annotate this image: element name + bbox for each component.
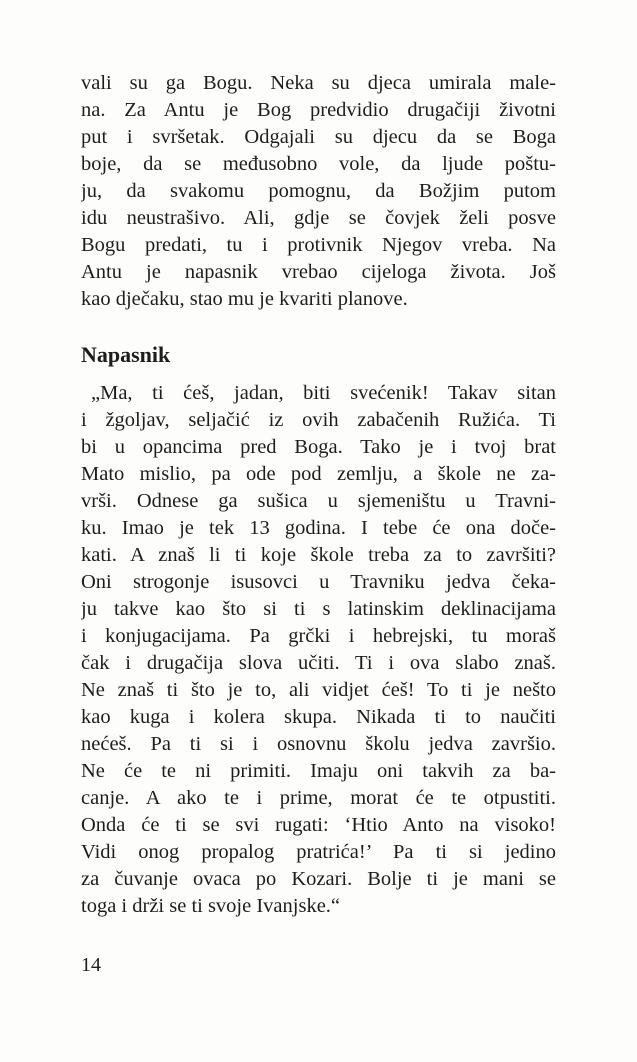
text-line: idu neustrašivo. Ali, gdje se čovjek želi posve [81,207,556,229]
text-line: toga i drži se ti svoje Ivanjske.“ [81,895,341,917]
text-line: bi u opancima pred Boga. Tako je i tvoj brat [81,436,556,458]
text-line: Vidi onog propalog pratrića!’ Pa ti si jedino [81,841,556,863]
text-line: ju, da svakomu pomognu, da Božjim putom [81,180,556,202]
text-line: i konjugacijama. Pa grčki i hebrejski, tu moraš [81,625,556,647]
text-line: ku. Imao je tek 13 godina. I tebe će ona doče- [81,517,556,539]
text-line: vali su ga Bogu. Neka su djeca umirala male- [81,72,556,94]
text-line: i žgoljav, seljačić iz ovih zabačenih Ružića. Ti [81,409,556,431]
text-line: vrši. Odnese ga sušica u sjemeništu u Travni- [81,490,556,512]
text-line: kao kuga i kolera skupa. Nikada ti to naučiti [81,706,556,728]
section-heading: Napasnik [81,342,171,367]
text-line: na. Za Antu je Bog predvidio drugačiji životni [81,99,556,121]
text-line: Antu je napasnik vrebao cijeloga života. Još [81,261,556,283]
text-line: kati. A znaš li ti koje škole treba za to završiti? [81,544,556,566]
text-line: Ne znaš ti što je to, ali vidjet ćeš! To ti je nešto [81,679,556,701]
text-line: Oni strogonje isusovci u Travniku jedva čeka- [81,571,556,593]
text-line: „Ma, ti ćeš, jadan, biti svećenik! Takav sitan [91,382,556,404]
text-line: put i svršetak. Odgajali su djecu da se Boga [81,126,556,148]
text-line: nećeš. Pa ti si i osnovnu školu jedva završio. [81,733,556,755]
text-line: Onda će ti se svi rugati: ‘Htio Anto na visoko! [81,814,556,836]
page-number: 14 [81,954,101,976]
text-line: za čuvanje ovaca po Kozari. Bolje ti je mani se [81,868,556,890]
text-line: boje, da se međusobno vole, da ljude poštu- [81,153,556,175]
text-line: čak i drugačija slova učiti. Ti i ova slabo znaš. [81,652,556,674]
paragraph-quote [81,380,556,920]
text-line: Bogu predati, tu i protivnik Njegov vreba. Na [81,234,556,256]
text-line: ju takve kao što si ti s latinskim deklinacijama [81,598,556,620]
text-line: Mato mislio, pa ode pod zemlju, a škole ne za- [81,463,556,485]
text-line: canje. A ako te i prime, morat će te otpustiti. [81,787,556,809]
text-line: Ne će te ni primiti. Imaju oni takvih za ba- [81,760,556,782]
paragraph-opening [81,70,556,313]
text-line: kao dječaku, stao mu je kvariti planove. [81,288,408,310]
